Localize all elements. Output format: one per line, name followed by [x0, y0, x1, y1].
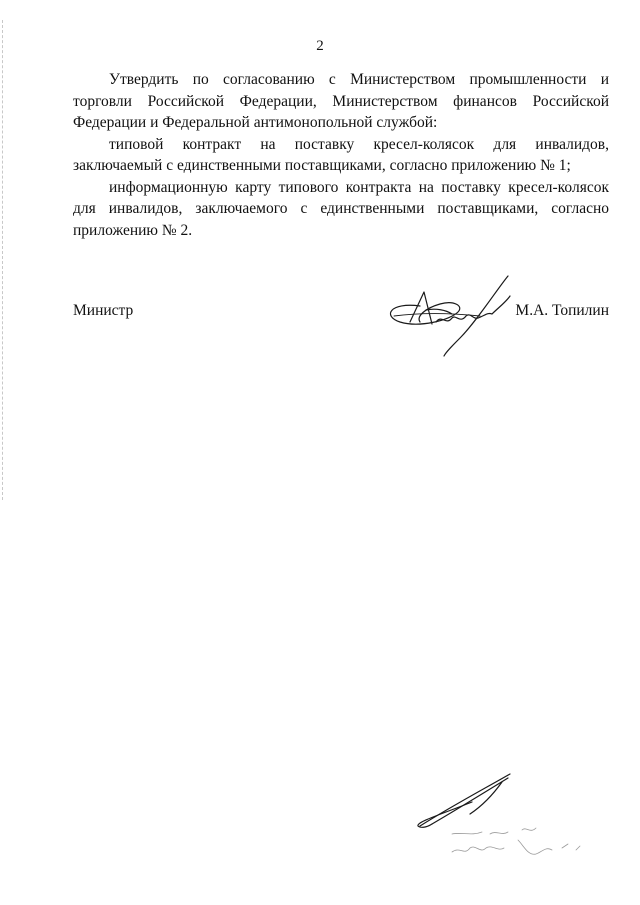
paragraph-contract: типовой контракт на поставку кресел-колясок для инвалидов, заключаемый с единственными поставщиками, согласно приложению № 1; — [73, 135, 609, 174]
signer-title: Министр — [73, 302, 134, 319]
paragraph-approve: Утвердить по согласованию с Министерством промышленности и торговли Российской Федерации, Министерством финансов Российской Федерации и Федеральной антимонопольной службой: — [73, 71, 609, 131]
pencil-initials-mark — [412, 770, 612, 870]
paragraph-info-card: информационную карту типового контракта на поставку кресел-колясок для инвалидов, заключаемого с единственными поставщиками, согласно приложению № 2. — [73, 178, 609, 239]
handwritten-signature — [380, 272, 530, 357]
scan-edge-mark — [2, 20, 5, 500]
page-number: 2 — [316, 38, 324, 54]
signer-name: М.А. Топилин — [515, 302, 609, 319]
document-body — [73, 69, 609, 241]
